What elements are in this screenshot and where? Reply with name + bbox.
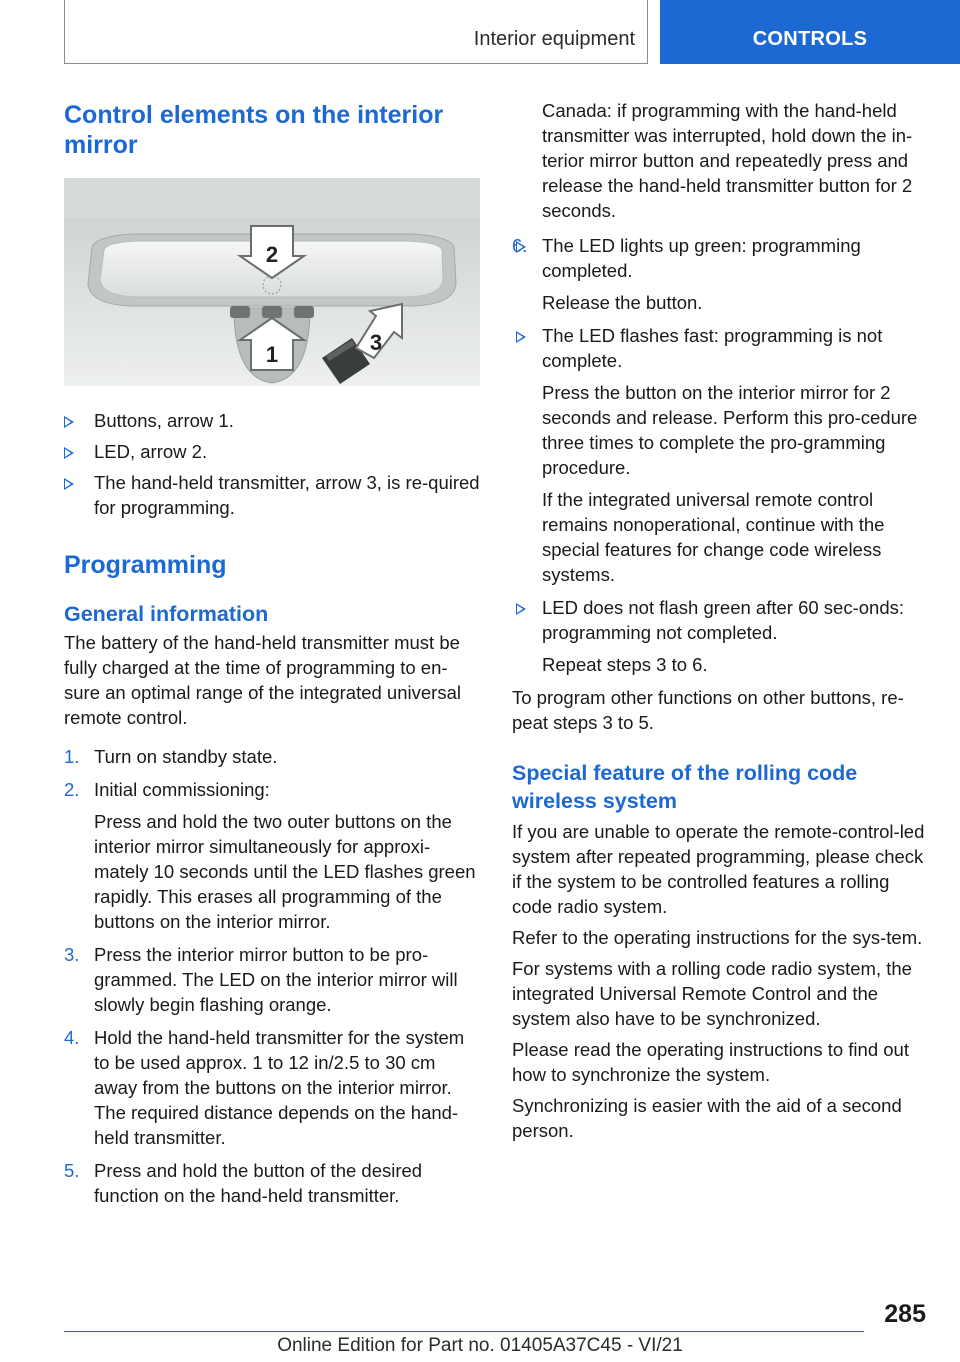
rolling-code-paragraph: Refer to the operating instructions for the sys‐tem. — [512, 927, 923, 948]
step-item: 1. Turn on standby state. — [64, 746, 278, 767]
svg-text:1: 1 — [265, 342, 279, 367]
step6-substep: The LED lights up green: programming completed. Release the button. — [514, 233, 930, 315]
left-column — [64, 100, 482, 1216]
step-item: 5. Press and hold the button of the desired function on the hand-held transmitter. — [64, 1160, 423, 1206]
list-item: LED, arrow 2. — [64, 439, 482, 464]
section-title: Control elements on the interior mirror — [64, 101, 444, 159]
step-item: 6. The LED lights up green: programming completed. Release the button. The LED flashes fast: programming is not complete. Press the button on the interior mirror for 2 seconds and release. Perform this pro‐cedure three times to complete the pro‐gramming procedure. If the integrated universal remote control remains nonoperational, continue with the special features for change code wireless systems. LED does not flash green after 60 sec‐onds: programming not completed. Repeat steps 3 to 6. — [512, 233, 930, 677]
step-item: 2. Initial commissioning: Press and hold the two outer buttons on the interior mirror simultaneously for approxi‐mately 10 seconds until the LED flashes green rapidly. This erases all programming of the buttons on the interior mirror. — [64, 779, 476, 932]
triangle-bullet-icon — [516, 241, 526, 253]
step-item: 4. Hold the hand-held transmitter for the system to be used approx. 1 to 12 in/2.5 to 30 cm away from the buttons on the interior mirror. The required distance depends on the hand-held transmitter. — [64, 1027, 465, 1148]
step6-substep: The LED flashes fast: programming is not complete. Press the button on the interior mirror for 2 seconds and release. Perform this pro‐cedure three times to complete the pro‐gramming procedure. If the integrated universal remote control remains nonoperational, continue with the special features for change code wireless systems. — [514, 323, 930, 587]
right-column — [512, 98, 930, 1143]
page-number: 285 — [884, 1300, 926, 1328]
rolling-code-heading: Special feature of the rolling code wireless system — [512, 761, 858, 813]
general-information-text: The battery of the hand-held transmitter must be fully charged at the time of programming to en‐sure an optimal range of the integrated universal remote control. — [64, 632, 461, 728]
list-item: Buttons, arrow 1. — [64, 408, 482, 433]
footer-edition: Online Edition for Part no. 01405A37C45 - VI/21 — [277, 1335, 683, 1356]
triangle-bullet-icon — [64, 416, 74, 428]
programming-steps — [64, 744, 482, 1208]
header-section-title: Interior equipment — [473, 28, 635, 50]
triangle-bullet-icon — [516, 603, 526, 615]
svg-text:3: 3 — [369, 330, 383, 355]
rolling-code-paragraph: For systems with a rolling code radio system, the integrated Universal Remote Control and the system also have to be synchronized. — [512, 958, 912, 1029]
footer-divider — [64, 1331, 864, 1332]
rolling-code-paragraph: Synchronizing is easier with the aid of a second person. — [512, 1095, 902, 1141]
rolling-code-paragraph: Please read the operating instructions to find out how to synchronize the system. — [512, 1039, 909, 1085]
other-buttons-text: To program other functions on other buttons, re‐peat steps 3 to 5. — [512, 687, 904, 733]
interior-mirror-figure — [64, 178, 480, 386]
general-information-heading: General information — [64, 602, 269, 626]
header-chapter-tab[interactable] — [660, 0, 960, 64]
mirror-illustration — [64, 178, 480, 386]
triangle-bullet-icon — [64, 478, 74, 490]
step6-substep: LED does not flash green after 60 sec‐onds: programming not completed. Repeat steps 3 to 6. — [514, 595, 930, 677]
header-section-box — [64, 0, 648, 64]
header-chapter-label: CONTROLS — [752, 28, 868, 50]
triangle-bullet-icon — [516, 331, 526, 343]
rolling-code-paragraph: If you are unable to operate the remote-control‐led system after repeated programming, please check if the system to be controlled features a rolling code radio system. — [512, 821, 925, 917]
canada-note: Canada: if programming with the hand-held transmitter was interrupted, hold down the in‐terior mirror button and repeatedly press and release the hand-held transmitter button for 2 seconds. — [542, 100, 913, 221]
mirror-elements-list — [64, 408, 482, 520]
svg-text:2: 2 — [265, 242, 279, 267]
programming-heading: Programming — [64, 551, 227, 579]
step-item: 3. Press the interior mirror button to be pro‐grammed. The LED on the interior mirror will slowly begin flashing orange. — [64, 944, 458, 1015]
triangle-bullet-icon — [64, 447, 74, 459]
list-item: The hand-held transmitter, arrow 3, is re‐quired for programming. — [64, 470, 482, 520]
